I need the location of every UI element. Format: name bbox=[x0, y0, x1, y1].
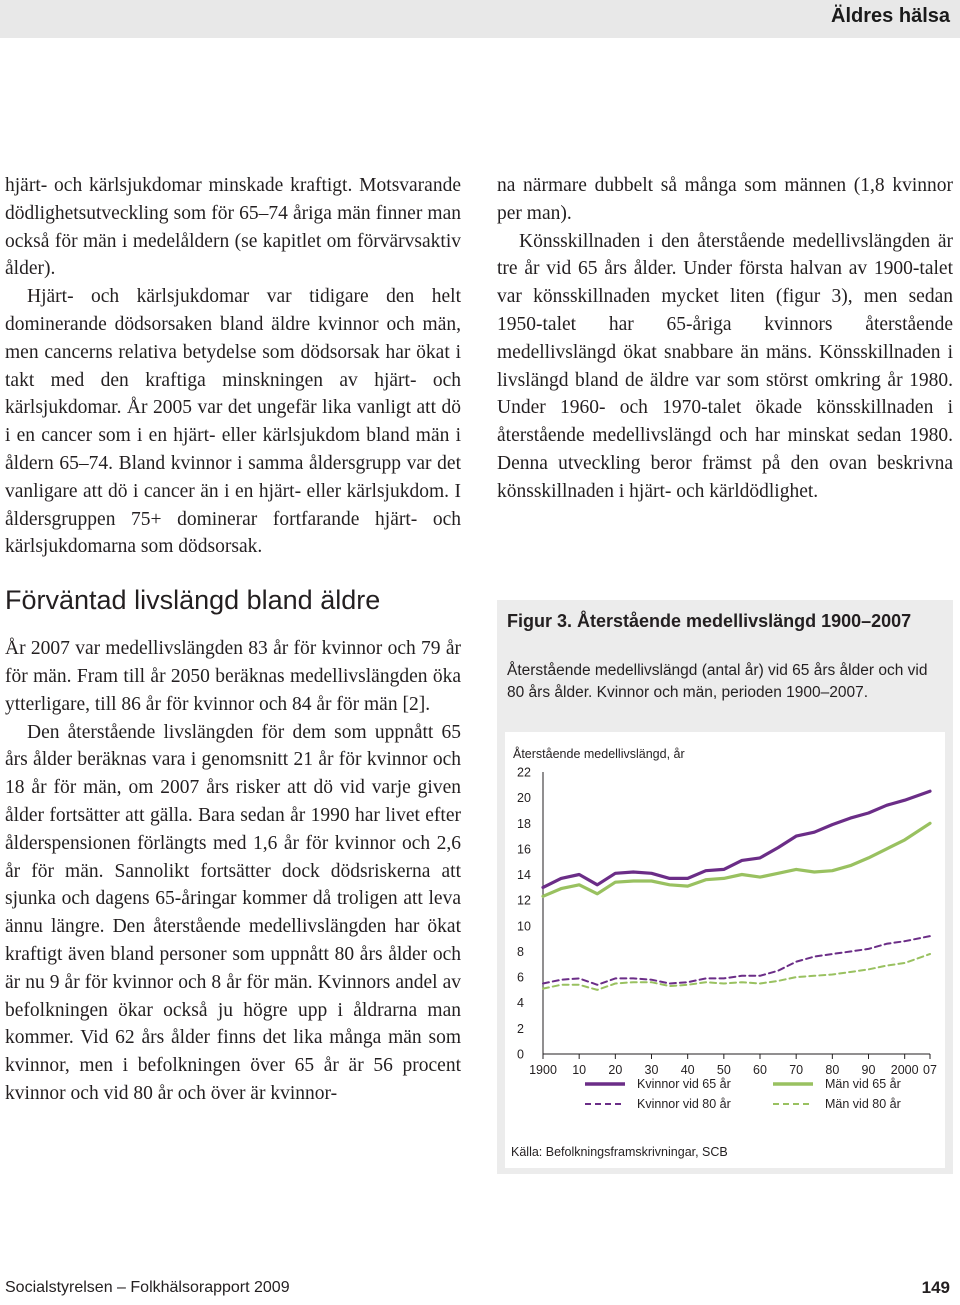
x-tick-label: 2000 bbox=[890, 1063, 919, 1077]
paragraph: År 2007 var medellivslängden 83 år för kvinnor och 79 år för män. Fram till år 2050 beräknas medellivslängden öka ytterligare, till 86 år för kvinnor och 84 år för män [2]. bbox=[5, 638, 461, 715]
series-line bbox=[543, 791, 930, 887]
y-tick-label: 8 bbox=[517, 944, 524, 959]
series-line bbox=[543, 823, 930, 896]
y-tick-label: 4 bbox=[517, 996, 524, 1011]
legend-label: Kvinnor vid 65 år bbox=[637, 1077, 731, 1091]
y-tick-label: 0 bbox=[517, 1047, 524, 1062]
figure-box bbox=[497, 600, 953, 1174]
header-bar bbox=[0, 0, 960, 38]
y-tick-label: 20 bbox=[517, 791, 531, 806]
series-line bbox=[543, 954, 930, 990]
y-tick-label: 16 bbox=[517, 842, 531, 857]
paragraph: hjärt- och kärlsjukdomar minskade kraftigt. Motsvarande dödlighetsutveckling som för 65–74 åriga män finner man också för män i medelåldern (se kapitlet om förvärvsaktiv ålder). bbox=[5, 175, 461, 280]
y-tick-label: 14 bbox=[517, 868, 531, 883]
footer-publication: Socialstyrelsen – Folkhälsorapport 2009 bbox=[5, 1279, 290, 1296]
chapter-title: Äldres hälsa bbox=[831, 5, 950, 27]
y-tick-label: 2 bbox=[517, 1021, 524, 1036]
legend-label: Män vid 80 år bbox=[825, 1097, 901, 1111]
x-tick-label: 60 bbox=[753, 1063, 767, 1077]
x-tick-label: 40 bbox=[680, 1063, 695, 1077]
legend-label: Män vid 65 år bbox=[825, 1077, 901, 1091]
line-chart bbox=[505, 732, 945, 1168]
x-tick-label: 20 bbox=[608, 1063, 623, 1077]
x-tick-label: 10 bbox=[572, 1063, 587, 1077]
chart-panel bbox=[505, 732, 945, 1168]
x-tick-label: 80 bbox=[825, 1063, 840, 1077]
y-axis-title: Återstående medellivslängd, år bbox=[513, 747, 685, 761]
y-tick-label: 12 bbox=[517, 893, 531, 908]
paragraph: Hjärt- och kärlsjukdomar var tidigare den helt dominerande dödsorsaken bland äldre kvinnor och män, men cancerns relativa betydelse som dödsorsak har ökat i takt med den kraftiga minskningen av hjärt- och kärlsjukdomar. År 2005 var det ungefär lika vanligt att dö i en cancer som i en hjärt- eller kärlsjukdom bland män i åldern 65–74. Bland kvinnor i samma åldersgrupp var det vanligare att dö i cancer än i en hjärt- eller kärlsjukdom. I åldersgruppen 75+ dominerar fortfarande hjärt- och kärlsjukdomarna som dödsorsak. bbox=[5, 286, 461, 558]
x-tick-label: 1900 bbox=[529, 1063, 557, 1077]
y-tick-label: 6 bbox=[517, 970, 524, 985]
figure-title: Figur 3. Återstående medellivslängd 1900–2007 bbox=[507, 611, 912, 631]
left-column bbox=[5, 172, 461, 1108]
x-tick-label: 90 bbox=[861, 1063, 876, 1077]
x-tick-label: 30 bbox=[644, 1063, 659, 1077]
right-column bbox=[497, 172, 953, 506]
paragraph: Könsskillnaden i den återstående medellivslängden är tre år vid 65 års ålder. Under första halvan av 1900-talet var könsskillnaden mycket liten (figur 3), men sedan 1950-talet har 65-åriga kvinnors återstående medellivslängd ökat snabbare än mäns. Könsskillnaden i livslängd bland de äldre var som störst omkring år 1980. Under 1960- och 1970-talet ökade könsskillnaden i återstående medellivslängd och har minskat sedan 1980. Denna utveckling beror främst på den ovan beskrivna könsskillnaden i hjärt- och kärldödlighet. bbox=[497, 230, 953, 502]
page-number: 149 bbox=[921, 1278, 950, 1297]
series-line bbox=[543, 936, 930, 985]
legend-label: Kvinnor vid 80 år bbox=[637, 1097, 731, 1111]
paragraph: Den återstående livslängden för dem som uppnått 65 års ålder beräknas vara i genomsnitt 21 år för kvinnor och 18 år för män, om 2007 års risker att dö vid varje given ålder fortsätter att gälla. Bara sedan år 1990 har livet efter ålderspensionen förlängts med 1,6 år för kvinnor och 2,6 år för män. Sannolikt fortsätter dock dödsriskerna att sjunka och dagens 65-åringar kommer då troligen att leva ännu längre. Den återstående medellivslängden har ökat kraftigt även bland personer som uppnått 80 års ålder och är nu 9 år för kvinnor och 8 år för män. Kvinnors andel av befolkningen ökar också ju högre upp i åldrarna man kommer. Vid 62 års ålder finns det lika många män som kvinnor, men i befolkningen över 65 år är 56 procent kvinnor och vid 80 år och över är kvinnor- bbox=[5, 721, 461, 1104]
y-tick-label: 10 bbox=[517, 919, 531, 934]
paragraph: na närmare dubbelt så många som männen (1,8 kvinnor per man). bbox=[497, 175, 953, 224]
section-heading: Förväntad livslängd bland äldre bbox=[5, 585, 381, 616]
y-tick-label: 18 bbox=[517, 816, 531, 831]
x-tick-label: 50 bbox=[716, 1063, 731, 1077]
figure-description: Återstående medellivslängd (antal år) vid 65 års ålder och vid 80 års ålder. Kvinnor och män, perioden 1900–2007. bbox=[507, 662, 928, 701]
x-tick-label: 70 bbox=[789, 1063, 804, 1077]
y-tick-label: 22 bbox=[517, 765, 531, 780]
x-tick-label: 07 bbox=[923, 1063, 937, 1077]
chart-source: Källa: Befolkningsframskrivningar, SCB bbox=[511, 1145, 728, 1159]
